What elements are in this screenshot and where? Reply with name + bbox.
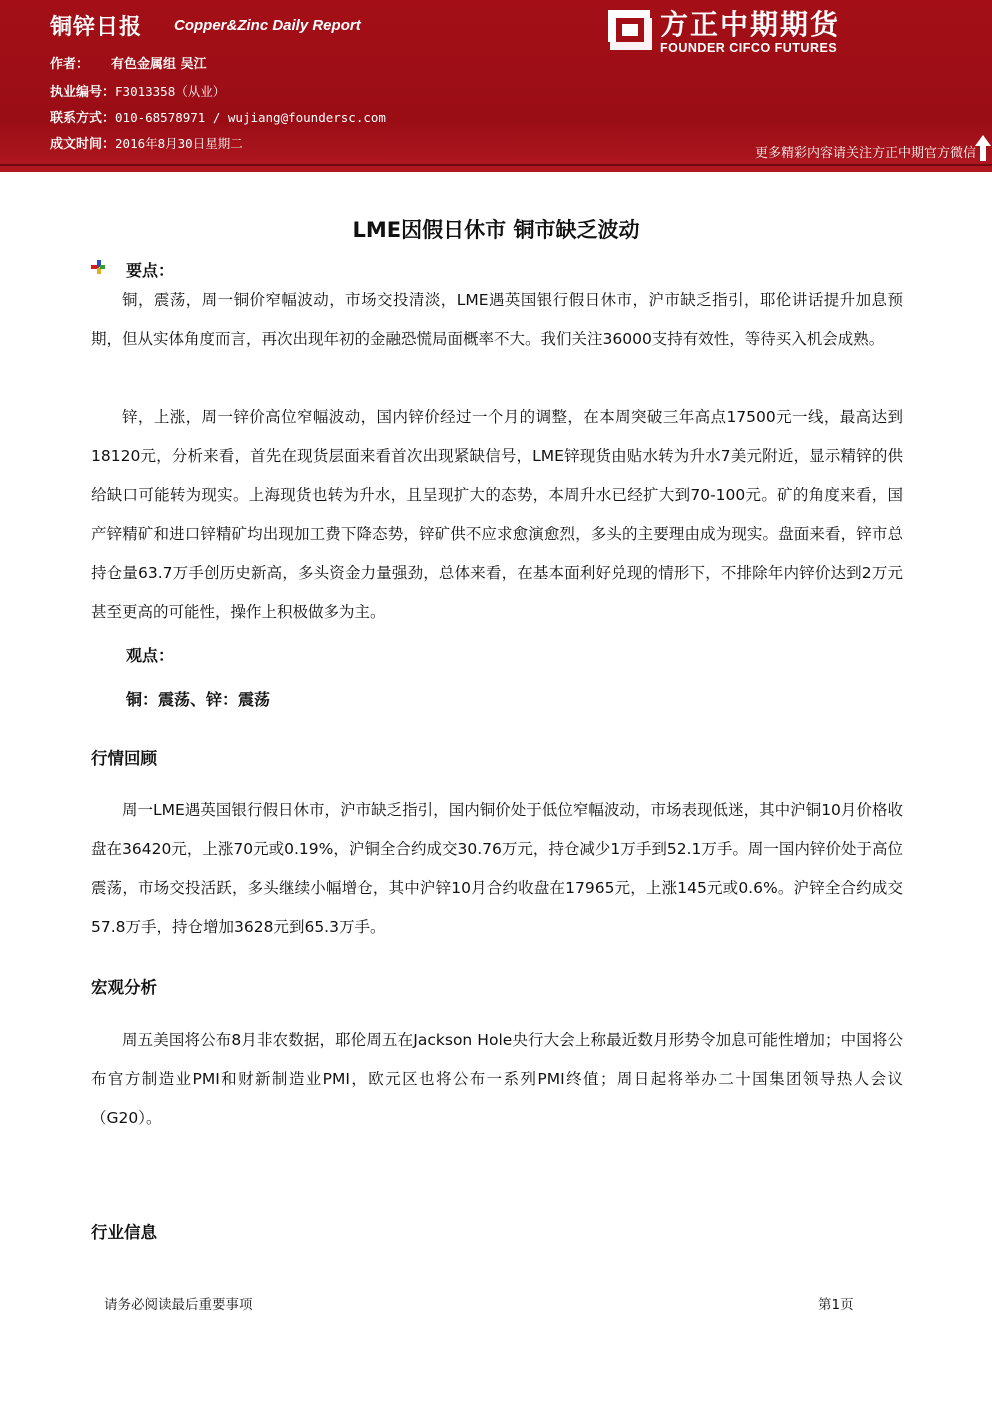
macro-analysis-paragraph: 周五美国将公布8月非农数据，耶伦周五在Jackson Hole央行大会上称最近数月形势令加息可能性增加；中国将公布官方制造业PMI和财新制造业PMI，欧元区也将公布一系列PMI终值；周日起将举办二十国集团领导热人会议（G20）。 xyxy=(91,1031,903,1127)
founder-logo-icon xyxy=(604,8,656,52)
copper-summary-paragraph: 铜，震荡，周一铜价窄幅波动，市场交投清淡，LME遇英国银行假日休市，沪市缺乏指引，耶伦讲话提升加息预期，但从实体角度而言，再次出现年初的金融恐慌局面概率不大。我们关注36000支持有效性，等待买入机会成熟。 xyxy=(91,291,903,348)
keypoints-label: 要点： xyxy=(126,261,175,280)
market-review-paragraph: 周一LME遇英国银行假日休市，沪市缺乏指引，国内铜价处于低位窄幅波动，市场表现低迷，其中沪铜10月价格收盘在36420元，上涨70元或0.19%，沪铜全合约成交30.76万元，持仓减少1万手到52.1万手。周一国内锌价处于高位震荡，市场交投活跃，多头继续小幅增仓，其中沪锌10月合约收盘在17965元，上涨145元或0.6%。沪锌全合约成交57.8万手，持仓增加3628元到65.3万手。 xyxy=(91,801,903,936)
date-value: 2016年8月30日星期二 xyxy=(115,136,243,151)
up-arrow-icon xyxy=(974,133,992,163)
view-label: 观点： xyxy=(126,646,175,665)
page-number: 第1页 xyxy=(818,1297,854,1313)
author-row xyxy=(50,53,207,72)
section-macro-analysis: 宏观分析 xyxy=(91,978,157,997)
date-row xyxy=(50,133,243,152)
header-divider xyxy=(0,164,992,166)
contact-label: 联系方式： xyxy=(50,111,116,126)
section-industry-info: 行业信息 xyxy=(91,1223,157,1242)
section-market-review: 行情回顾 xyxy=(91,749,157,768)
keypoint-bullet-icon xyxy=(90,259,106,275)
report-title-cn: 铜锌日报 xyxy=(50,15,143,40)
contact-row xyxy=(50,107,386,126)
license-value: F3013358（从业） xyxy=(115,84,226,99)
logo-text-en: FOUNDER CIFCO FUTURES xyxy=(660,41,838,55)
author-value: 有色金属组 吴江 xyxy=(111,57,207,72)
report-title-en: Copper&Zinc Daily Report xyxy=(174,17,361,34)
logo-text-cn: 方正中期期货 xyxy=(660,8,841,41)
follow-wechat-text[interactable]: 更多精彩内容请关注方正中期官方微信 xyxy=(754,146,976,161)
report-header xyxy=(0,0,992,172)
date-label: 成文时间： xyxy=(50,137,116,152)
license-label: 执业编号： xyxy=(50,85,116,100)
license-row xyxy=(50,81,225,100)
zinc-summary-paragraph: 锌，上涨，周一锌价高位窄幅波动，国内锌价经过一个月的调整，在本周突破三年高点17500元一线，最高达到18120元，分析来看，首先在现货层面来看首次出现紧缺信号，LME锌现货由贴水转为升水7美元附近，显示精锌的供给缺口可能转为现实。上海现货也转为升水，且呈现扩大的态势，本周升水已经扩大到70-100元。矿的角度来看，国产锌精矿和进口锌精矿均出现加工费下降态势，锌矿供不应求愈演愈烈，多头的主要理由成为现实。盘面来看，锌市总持仓量63.7万手创历史新高，多头资金力量强劲，总体来看，在基本面利好兑现的情形下，不排除年内锌价达到2万元甚至更高的可能性，操作上积极做多为主。 xyxy=(91,408,903,621)
document-title: LME因假日休市 铜市缺乏波动 xyxy=(352,218,640,242)
footer-notice: 请务必阅读最后重要事项 xyxy=(104,1297,253,1313)
author-label: 作者： xyxy=(50,57,90,72)
view-value: 铜：震荡、锌：震荡 xyxy=(126,690,271,709)
contact-value: 010-68578971 / wujiang@foundersc.com xyxy=(115,110,386,125)
